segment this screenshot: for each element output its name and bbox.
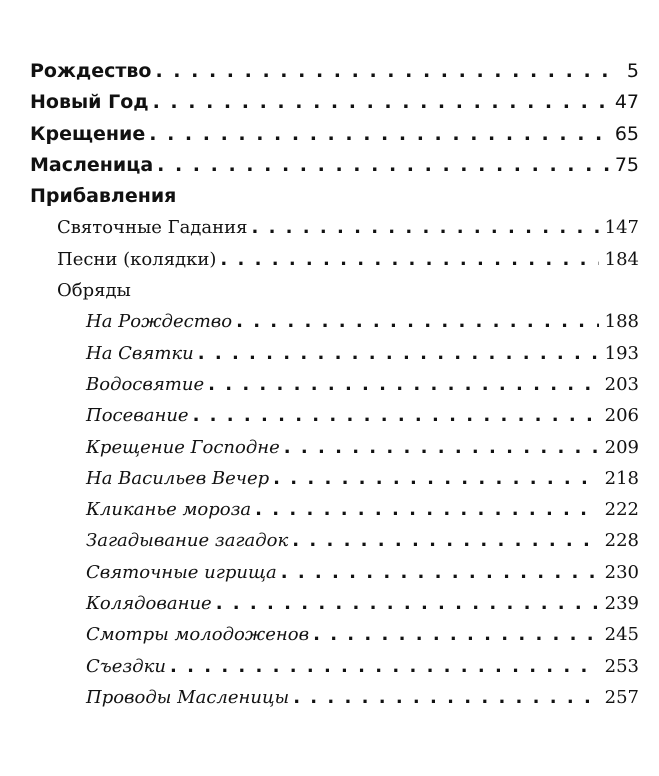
toc-entry[interactable] <box>30 369 639 400</box>
toc-entry[interactable] <box>30 244 639 275</box>
toc-entry[interactable] <box>30 682 639 713</box>
toc-entry[interactable] <box>30 432 639 463</box>
toc-entry-title: Новый Год <box>30 91 149 114</box>
toc-entry[interactable] <box>30 557 639 588</box>
toc-entry-title: Рождество <box>30 60 152 82</box>
toc-entry[interactable] <box>30 338 639 369</box>
dot-leader <box>153 87 609 118</box>
toc-entry-page: 147 <box>604 217 639 239</box>
toc-entry-title: Проводы Масленицы <box>86 686 290 708</box>
table-of-contents <box>30 56 639 713</box>
toc-entry-page: 188 <box>604 311 639 333</box>
toc-entry-title: Кликанье мороза <box>86 499 252 521</box>
toc-entry-page: 75 <box>614 153 639 176</box>
dot-leader <box>313 619 599 650</box>
toc-entry-page: 222 <box>604 499 639 521</box>
dot-leader <box>281 557 599 588</box>
dot-leader <box>292 525 598 556</box>
toc-entry-page: 230 <box>604 561 639 583</box>
dot-leader <box>293 682 598 713</box>
toc-entry[interactable] <box>30 619 639 650</box>
toc-entry[interactable] <box>30 463 639 494</box>
toc-entry-title: Крещение <box>30 122 146 145</box>
dot-leader <box>284 432 599 463</box>
toc-entry-title: Обряды <box>57 280 131 302</box>
toc-entry-page: 209 <box>604 436 639 458</box>
toc-entry-title: На Рождество <box>86 311 233 333</box>
toc-entry-page: 203 <box>604 373 639 395</box>
toc-entry-title: Песни (колядки) <box>57 248 217 270</box>
toc-entry-page: 228 <box>604 530 639 552</box>
toc-subsection-heading <box>30 275 639 306</box>
toc-entry-page: 184 <box>604 248 639 270</box>
dot-leader <box>149 119 609 150</box>
toc-entry[interactable] <box>30 306 639 337</box>
toc-entry-page: 206 <box>604 405 639 427</box>
dot-leader <box>198 338 599 369</box>
toc-entry-title: Загадывание загадок <box>86 530 289 552</box>
dot-leader <box>255 494 598 525</box>
toc-entry[interactable] <box>30 56 639 87</box>
toc-entry[interactable] <box>30 494 639 525</box>
dot-leader <box>208 369 599 400</box>
toc-entry[interactable] <box>30 212 639 243</box>
toc-entry[interactable] <box>30 525 639 556</box>
toc-entry-title: Смотры молодоженов <box>86 624 310 646</box>
toc-entry[interactable] <box>30 588 639 619</box>
toc-entry-title: Прибавления <box>30 185 177 208</box>
toc-entry-title: Посевание <box>86 405 189 427</box>
toc-entry-page: 253 <box>604 655 639 677</box>
toc-entry-title: Съездки <box>86 655 166 677</box>
dot-leader <box>216 588 599 619</box>
dot-leader <box>220 244 598 275</box>
toc-entry-title: Масленица <box>30 153 154 176</box>
toc-entry-page: 65 <box>614 122 639 145</box>
toc-entry-title: На Васильев Вечер <box>86 467 270 489</box>
toc-entry-page: 193 <box>604 342 639 364</box>
dot-leader <box>251 212 598 243</box>
toc-entry[interactable] <box>30 651 639 682</box>
toc-entry-title: Святочные Гадания <box>57 217 248 239</box>
dot-leader <box>236 306 599 337</box>
toc-entry-page: 239 <box>604 593 639 615</box>
toc-entry-title: Святочные игрища <box>86 561 277 583</box>
toc-entry-page: 47 <box>614 91 639 114</box>
toc-entry-title: Крещение Господне <box>86 436 280 458</box>
toc-entry[interactable] <box>30 87 639 118</box>
toc-entry-page: 257 <box>604 686 639 708</box>
toc-section-heading <box>30 181 639 212</box>
dot-leader <box>193 400 599 431</box>
dot-leader <box>157 150 609 181</box>
toc-entry-page: 5 <box>626 60 639 82</box>
toc-entry[interactable] <box>30 400 639 431</box>
toc-entry-page: 218 <box>604 467 639 489</box>
toc-entry-page: 245 <box>604 624 639 646</box>
toc-entry-title: Колядование <box>86 593 212 615</box>
toc-entry-title: Водосвятие <box>86 373 205 395</box>
dot-leader <box>155 56 611 87</box>
toc-entry[interactable] <box>30 119 639 150</box>
dot-leader <box>273 463 598 494</box>
dot-leader <box>170 651 599 682</box>
toc-entry-title: На Святки <box>86 342 194 364</box>
toc-entry[interactable] <box>30 150 639 181</box>
